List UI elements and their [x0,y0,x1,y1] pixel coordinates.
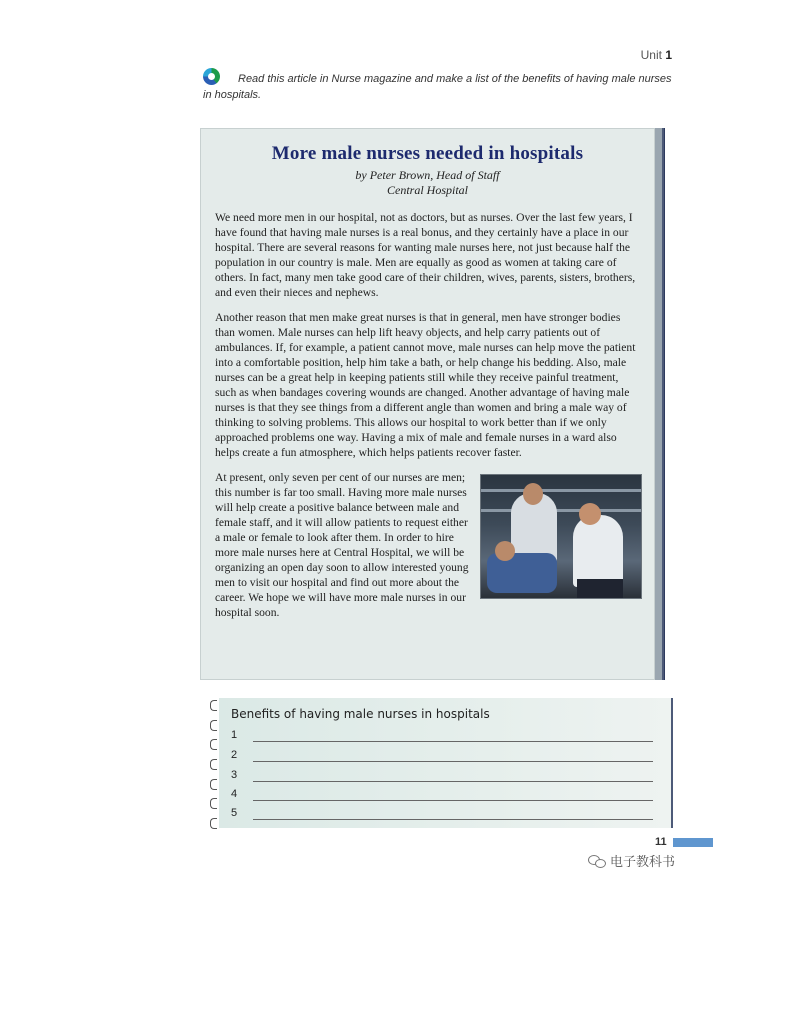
benefit-number: 1 [231,729,238,741]
instruction [203,68,673,103]
benefit-answer-line[interactable] [253,819,653,820]
instruction-text: Read this article in Nurse magazine and make a list of the benefits of having male nurses in hospitals. [203,73,672,101]
watermark-text: 电子教科书 [610,855,676,870]
benefit-number: 2 [231,749,238,761]
benefit-number: 4 [231,788,238,800]
benefit-row-5 [231,807,661,825]
benefit-row-4 [231,788,661,806]
article-title: More male nurses needed in hospitals [271,143,584,164]
article-byline: by Peter Brown, Head of Staff [355,168,500,182]
unit-label [641,48,672,62]
benefit-number: 5 [231,807,238,819]
benefit-row-2 [231,749,661,767]
article-panel [200,128,655,680]
benefits-list-card [219,698,673,828]
benefit-number: 3 [231,769,238,781]
article-paragraph-1: We need more men in our hospital, not as doctors, but as nurses. Over the last few years, I have found that having male nurses is a real bonus, and they certainly have a place in our hospital. There are several reasons for wanting male nurses here, not just because half the population in our country is male. Men are equally as good as women at taking care of others. In fact, many men take good care of their children, wives, parents, sisters, brothers, and even their nieces and nephews. [215,211,636,299]
page-number-bar [673,838,713,847]
benefit-row-3 [231,769,661,787]
article-paragraph-2: Another reason that men make great nurses is that in general, men have stronger bodies than women. Male nurses can help lift heavy objects, and help carry patients out of ambulances. If, for example, a patient cannot move, male nurses can help move the patient into a comfortable position, help him take a bath, or help change his bedding. Also, male nurses can be a great help in keeping patients still while they receive painful treatment, such as when bandages covering wounds are changed. Another advantage of having male nurses is that they see things from a different angle than women and bring a male way of thinking to solving problems. This allows our hospital to work better than if we only approached problems one way. Having a mix of male and female nurses in a ward also helps create a fun atmosphere, which helps patients recover faster. [215,311,636,459]
benefit-answer-line[interactable] [253,800,653,801]
benefit-row-1 [231,729,661,747]
article-paragraph-3: At present, only seven per cent of our nurses are men; this number is far too small. Having more male nurses will help create a positive balance between male and female staff, and it will allow patients to request either a male or female to look after them. In order to hire more male nurses here at Central Hospital, we will be organizing an open day soon to allow interested young men to visit our hospital and find out more about the career. We hope we will have more male nurses in our hospital soon. [215,471,469,619]
page-number: 11 [655,836,667,848]
nurses-ambulance-photo [480,474,642,599]
wechat-icon [588,855,606,867]
benefit-answer-line[interactable] [253,781,653,782]
unit-word: Unit [640,48,662,62]
audio-cd-icon[interactable] [203,68,220,85]
article-paragraph-3-wrapper [215,470,640,620]
article-byline-place: Central Hospital [386,183,468,197]
notebook-rings [210,700,218,838]
unit-number: 1 [665,48,672,62]
watermark [588,851,675,870]
benefit-answer-line[interactable] [253,761,653,762]
benefit-answer-line[interactable] [253,741,653,742]
benefits-list-title: Benefits of having male nurses in hospitals [231,707,490,721]
